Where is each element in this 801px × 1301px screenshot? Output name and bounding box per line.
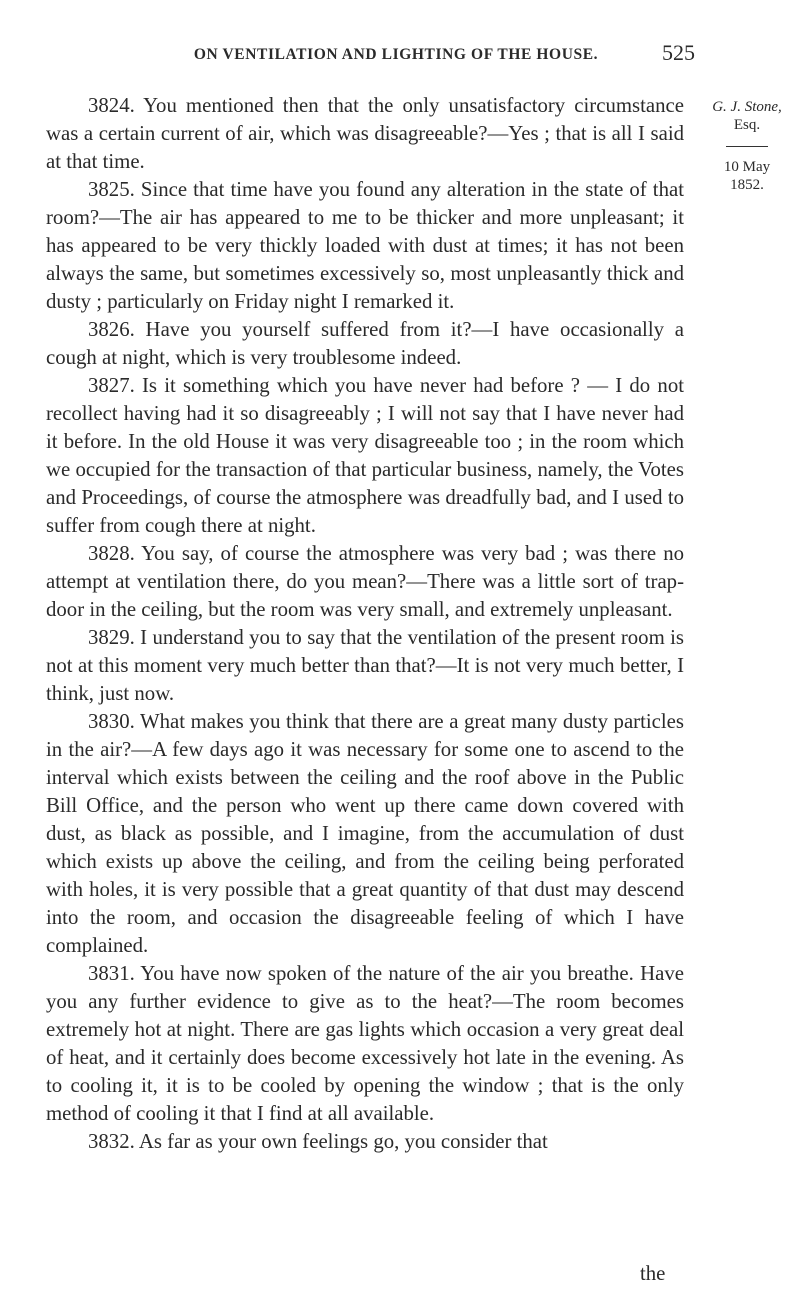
running-title: ON VENTILATION AND LIGHTING OF THE HOUSE.: [193, 46, 599, 63]
margin-date: [698, 158, 796, 194]
page-number: 525: [662, 40, 695, 65]
paragraph-3832: 3832. As far as your own feelings go, you consider that: [88, 1130, 548, 1153]
paragraph-3824: 3824. You mentioned then that the only unsatisfactory circumstance was a certain current of air, which was disagreeable?—Yes ; that is all I said at that time.: [46, 94, 684, 173]
margin-rule: [726, 146, 768, 147]
paragraph-3827: 3827. Is it something which you have never had before ? — I do not recollect having had it so disagreeably ; I will not say that I have never had it before. In the old House it was very disagreeable too ; in the room which we occupied for the transaction of that particular business, namely, the Votes and Proceedings, of course the atmosphere was dreadfully bad, and I used to suffer from cough there at night.: [46, 374, 684, 537]
margin-date-line2: 1852.: [730, 177, 764, 193]
paragraph-3829: 3829. I understand you to say that the ventilation of the present room is not at this moment very much better than that?—It is not very much better, I think, just now.: [46, 626, 684, 705]
paragraph-3825: 3825. Since that time have you found any alteration in the state of that room?—The air has appeared to me to be thicker and more unpleasant; it has appeared to be very thickly loaded with dust at times; it has not been always the same, but sometimes excessively so, most unpleasantly thick and dusty ; particularly on Friday night I remarked it.: [46, 178, 684, 313]
paragraph-3826: 3826. Have you yourself suffered from it?—I have occasionally a cough at night, which is very troublesome indeed.: [46, 318, 684, 369]
body-text: [46, 92, 684, 1156]
margin-witness-title: Esq.: [733, 117, 761, 133]
paragraph-3831: 3831. You have now spoken of the nature of the air you breathe. Have you any further evidence to give as to the heat?—The room becomes extremely hot at night. There are gas lights which occasion a very great deal of heat, and it certainly does become excessively hot late in the evening. As to cooling it, it is to be cooled by opening the window ; that is the only method of cooling it that I find at all available.: [46, 962, 684, 1125]
paragraph-3828: 3828. You say, of course the atmosphere was very bad ; was there no attempt at ventilation there, do you mean?—There was a little sort of trap-door in the ceiling, but the room was very small, and extremely unpleasant.: [46, 542, 684, 621]
paragraph-3830: 3830. What makes you think that there are a great many dusty particles in the air?—A few days ago it was necessary for some one to ascend to the interval which exists between the ceiling and the roof above in the Public Bill Office, and the person who went up there came down covered with dust, as black as possible, and I imagine, from the accumulation of dust which exists up above the ceiling, and from the ceiling being perforated with holes, it is very possible that a great quantity of that dust may descend into the room, and occasion the disagreeable feeling of which I have complained.: [46, 710, 684, 957]
margin-date-line1: 10 May: [723, 159, 771, 175]
catchword: the: [640, 1262, 666, 1285]
margin-witness-name: G. J. Stone,: [712, 99, 782, 115]
